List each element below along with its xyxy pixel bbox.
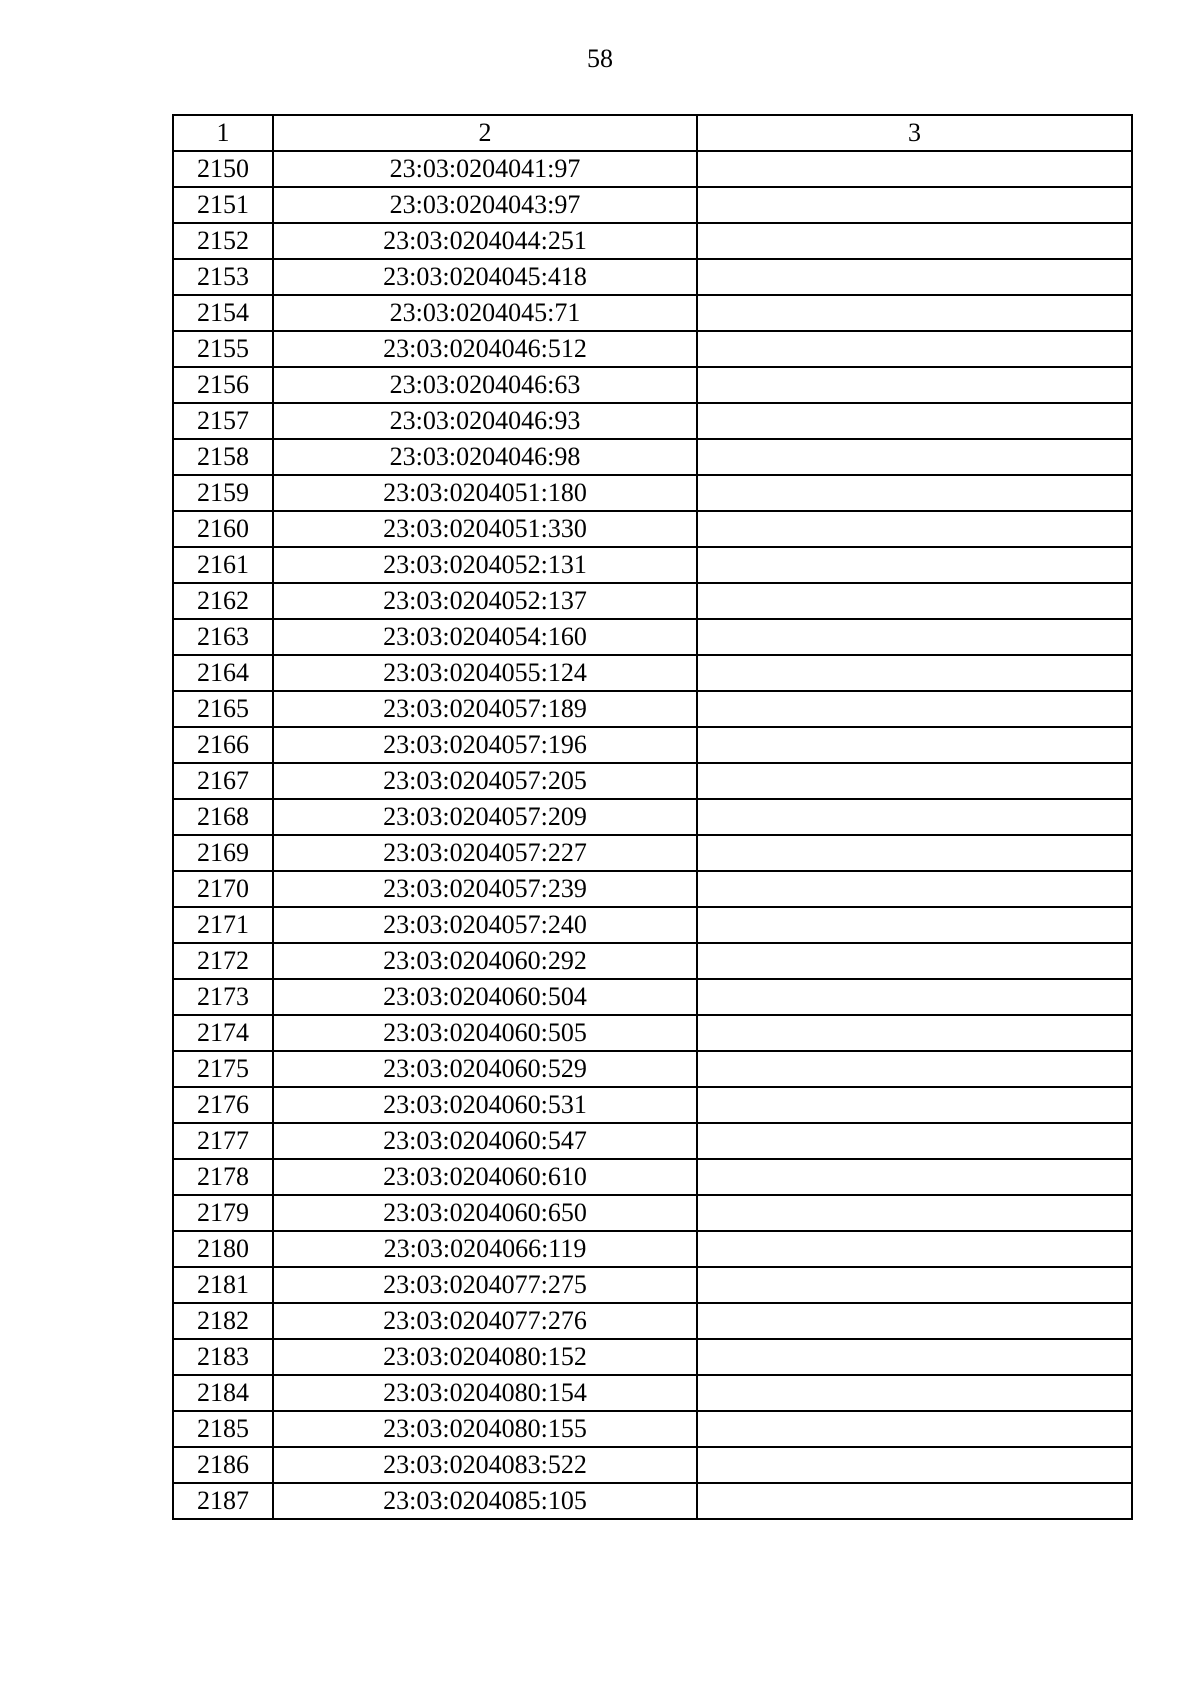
table-row xyxy=(173,943,1132,979)
table-row xyxy=(173,979,1132,1015)
cadastral-number-cell: 23:03:0204066:119 xyxy=(273,1231,697,1267)
row-number-cell: 2168 xyxy=(173,799,273,835)
empty-cell xyxy=(697,1231,1132,1267)
empty-cell xyxy=(697,1267,1132,1303)
row-number-cell: 2163 xyxy=(173,619,273,655)
empty-cell xyxy=(697,367,1132,403)
table-body xyxy=(173,115,1132,1519)
table-row xyxy=(173,511,1132,547)
row-number-cell: 2150 xyxy=(173,151,273,187)
table-row xyxy=(173,187,1132,223)
table-row xyxy=(173,1303,1132,1339)
table-row xyxy=(173,367,1132,403)
empty-cell xyxy=(697,907,1132,943)
cadastral-number-cell: 23:03:0204046:93 xyxy=(273,403,697,439)
table-row xyxy=(173,1159,1132,1195)
row-number-cell: 2164 xyxy=(173,655,273,691)
cadastral-number-cell: 23:03:0204060:529 xyxy=(273,1051,697,1087)
cadastral-number-cell: 23:03:0204041:97 xyxy=(273,151,697,187)
header-cell-col-3: 3 xyxy=(697,115,1132,151)
cadastral-number-cell: 23:03:0204077:275 xyxy=(273,1267,697,1303)
table-row xyxy=(173,1051,1132,1087)
table-row xyxy=(173,223,1132,259)
cadastral-number-cell: 23:03:0204080:155 xyxy=(273,1411,697,1447)
empty-cell xyxy=(697,1483,1132,1519)
table-row xyxy=(173,1015,1132,1051)
table-header-row xyxy=(173,115,1132,151)
row-number-cell: 2181 xyxy=(173,1267,273,1303)
empty-cell xyxy=(697,979,1132,1015)
empty-cell xyxy=(697,1051,1132,1087)
table-row xyxy=(173,871,1132,907)
table-row xyxy=(173,1087,1132,1123)
empty-cell xyxy=(697,187,1132,223)
empty-cell xyxy=(697,763,1132,799)
cadastral-number-cell: 23:03:0204057:240 xyxy=(273,907,697,943)
table-row xyxy=(173,475,1132,511)
cadastral-number-cell: 23:03:0204060:504 xyxy=(273,979,697,1015)
table-row xyxy=(173,727,1132,763)
table-row xyxy=(173,691,1132,727)
row-number-cell: 2174 xyxy=(173,1015,273,1051)
cadastral-number-cell: 23:03:0204080:152 xyxy=(273,1339,697,1375)
table-row xyxy=(173,439,1132,475)
empty-cell xyxy=(697,295,1132,331)
table-row xyxy=(173,907,1132,943)
row-number-cell: 2182 xyxy=(173,1303,273,1339)
empty-cell xyxy=(697,1015,1132,1051)
cadastral-number-cell: 23:03:0204083:522 xyxy=(273,1447,697,1483)
empty-cell xyxy=(697,1159,1132,1195)
cadastral-number-cell: 23:03:0204043:97 xyxy=(273,187,697,223)
empty-cell xyxy=(697,943,1132,979)
empty-cell xyxy=(697,1447,1132,1483)
cadastral-number-cell: 23:03:0204057:239 xyxy=(273,871,697,907)
empty-cell xyxy=(697,1375,1132,1411)
cadastral-number-cell: 23:03:0204054:160 xyxy=(273,619,697,655)
cadastral-number-cell: 23:03:0204057:209 xyxy=(273,799,697,835)
cadastral-number-cell: 23:03:0204077:276 xyxy=(273,1303,697,1339)
cadastral-number-cell: 23:03:0204046:98 xyxy=(273,439,697,475)
table-row xyxy=(173,547,1132,583)
row-number-cell: 2173 xyxy=(173,979,273,1015)
cadastral-number-cell: 23:03:0204057:189 xyxy=(273,691,697,727)
cadastral-number-cell: 23:03:0204060:610 xyxy=(273,1159,697,1195)
row-number-cell: 2169 xyxy=(173,835,273,871)
cadastral-number-cell: 23:03:0204057:196 xyxy=(273,727,697,763)
cadastral-number-cell: 23:03:0204051:180 xyxy=(273,475,697,511)
empty-cell xyxy=(697,439,1132,475)
empty-cell xyxy=(697,727,1132,763)
row-number-cell: 2157 xyxy=(173,403,273,439)
table-row xyxy=(173,835,1132,871)
cadastral-number-cell: 23:03:0204051:330 xyxy=(273,511,697,547)
cadastral-number-cell: 23:03:0204060:650 xyxy=(273,1195,697,1231)
row-number-cell: 2151 xyxy=(173,187,273,223)
table-row xyxy=(173,1123,1132,1159)
table-row xyxy=(173,403,1132,439)
empty-cell xyxy=(697,403,1132,439)
empty-cell xyxy=(697,151,1132,187)
table-row xyxy=(173,1231,1132,1267)
empty-cell xyxy=(697,1195,1132,1231)
row-number-cell: 2154 xyxy=(173,295,273,331)
row-number-cell: 2161 xyxy=(173,547,273,583)
row-number-cell: 2183 xyxy=(173,1339,273,1375)
empty-cell xyxy=(697,475,1132,511)
header-cell-col-2: 2 xyxy=(273,115,697,151)
empty-cell xyxy=(697,511,1132,547)
empty-cell xyxy=(697,1087,1132,1123)
cadastral-number-cell: 23:03:0204080:154 xyxy=(273,1375,697,1411)
cadastral-number-cell: 23:03:0204046:63 xyxy=(273,367,697,403)
table-row xyxy=(173,1411,1132,1447)
row-number-cell: 2160 xyxy=(173,511,273,547)
cadastral-number-cell: 23:03:0204060:505 xyxy=(273,1015,697,1051)
row-number-cell: 2184 xyxy=(173,1375,273,1411)
row-number-cell: 2155 xyxy=(173,331,273,367)
cadastral-table xyxy=(172,114,1133,1520)
table-row xyxy=(173,1483,1132,1519)
cadastral-number-cell: 23:03:0204085:105 xyxy=(273,1483,697,1519)
cadastral-number-cell: 23:03:0204052:131 xyxy=(273,547,697,583)
page-number: 58 xyxy=(587,44,613,73)
table-row xyxy=(173,1447,1132,1483)
table-row xyxy=(173,151,1132,187)
row-number-cell: 2167 xyxy=(173,763,273,799)
table-row xyxy=(173,763,1132,799)
cadastral-number-cell: 23:03:0204060:292 xyxy=(273,943,697,979)
cadastral-number-cell: 23:03:0204044:251 xyxy=(273,223,697,259)
table-row xyxy=(173,655,1132,691)
table-row xyxy=(173,799,1132,835)
table-row xyxy=(173,331,1132,367)
cadastral-number-cell: 23:03:0204045:71 xyxy=(273,295,697,331)
empty-cell xyxy=(697,1411,1132,1447)
empty-cell xyxy=(697,1339,1132,1375)
empty-cell xyxy=(697,223,1132,259)
table-row xyxy=(173,583,1132,619)
empty-cell xyxy=(697,1123,1132,1159)
empty-cell xyxy=(697,871,1132,907)
empty-cell xyxy=(697,547,1132,583)
header-cell-col-1: 1 xyxy=(173,115,273,151)
row-number-cell: 2156 xyxy=(173,367,273,403)
empty-cell xyxy=(697,583,1132,619)
row-number-cell: 2153 xyxy=(173,259,273,295)
row-number-cell: 2166 xyxy=(173,727,273,763)
row-number-cell: 2178 xyxy=(173,1159,273,1195)
row-number-cell: 2175 xyxy=(173,1051,273,1087)
table-row xyxy=(173,259,1132,295)
cadastral-number-cell: 23:03:0204046:512 xyxy=(273,331,697,367)
row-number-cell: 2180 xyxy=(173,1231,273,1267)
row-number-cell: 2170 xyxy=(173,871,273,907)
row-number-cell: 2186 xyxy=(173,1447,273,1483)
row-number-cell: 2159 xyxy=(173,475,273,511)
cadastral-number-cell: 23:03:0204052:137 xyxy=(273,583,697,619)
empty-cell xyxy=(697,1303,1132,1339)
table-row xyxy=(173,295,1132,331)
row-number-cell: 2187 xyxy=(173,1483,273,1519)
empty-cell xyxy=(697,655,1132,691)
row-number-cell: 2185 xyxy=(173,1411,273,1447)
row-number-cell: 2177 xyxy=(173,1123,273,1159)
table-row xyxy=(173,1195,1132,1231)
table-row xyxy=(173,619,1132,655)
empty-cell xyxy=(697,331,1132,367)
row-number-cell: 2176 xyxy=(173,1087,273,1123)
empty-cell xyxy=(697,835,1132,871)
cadastral-number-cell: 23:03:0204045:418 xyxy=(273,259,697,295)
empty-cell xyxy=(697,619,1132,655)
row-number-cell: 2165 xyxy=(173,691,273,727)
cadastral-number-cell: 23:03:0204060:531 xyxy=(273,1087,697,1123)
cadastral-number-cell: 23:03:0204057:205 xyxy=(273,763,697,799)
empty-cell xyxy=(697,799,1132,835)
cadastral-number-cell: 23:03:0204057:227 xyxy=(273,835,697,871)
empty-cell xyxy=(697,259,1132,295)
row-number-cell: 2171 xyxy=(173,907,273,943)
row-number-cell: 2172 xyxy=(173,943,273,979)
row-number-cell: 2152 xyxy=(173,223,273,259)
cadastral-number-cell: 23:03:0204055:124 xyxy=(273,655,697,691)
table-row xyxy=(173,1375,1132,1411)
row-number-cell: 2158 xyxy=(173,439,273,475)
table-row xyxy=(173,1267,1132,1303)
row-number-cell: 2162 xyxy=(173,583,273,619)
empty-cell xyxy=(697,691,1132,727)
cadastral-number-cell: 23:03:0204060:547 xyxy=(273,1123,697,1159)
table-row xyxy=(173,1339,1132,1375)
row-number-cell: 2179 xyxy=(173,1195,273,1231)
